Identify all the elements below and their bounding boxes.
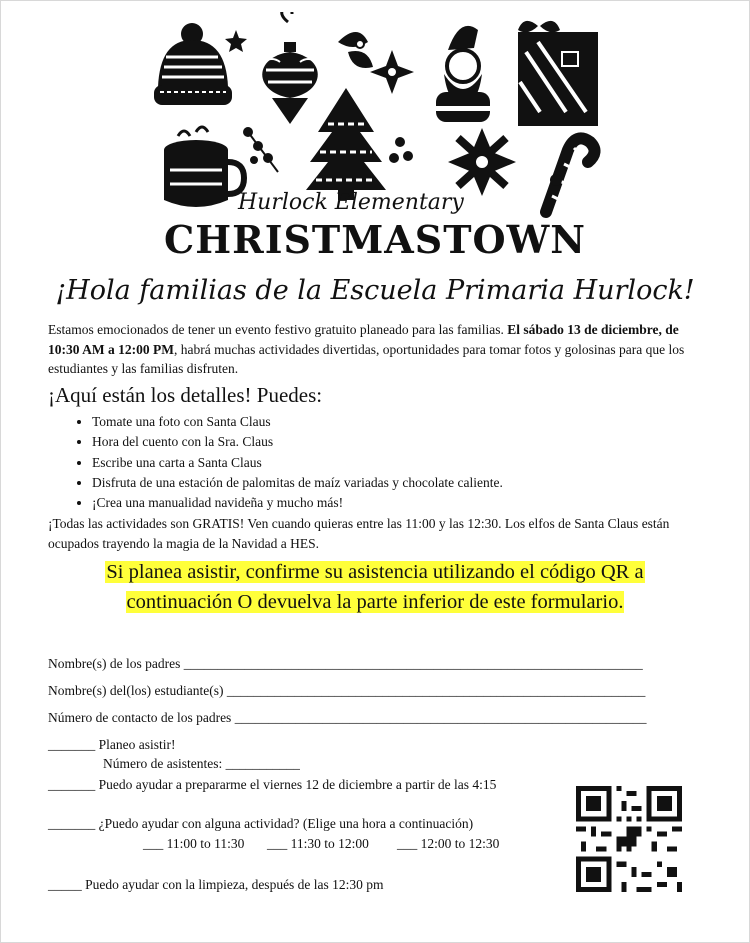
- candy-cane-icon: [546, 138, 595, 212]
- students-name-label: Nombre(s) del(los) estudiante(s): [48, 683, 224, 698]
- poinsettia-icon: [448, 128, 516, 196]
- time-slot-3[interactable]: ___ 12:00 to 12:30: [397, 836, 500, 851]
- time-slot-2[interactable]: ___ 11:30 to 12:00: [267, 836, 369, 851]
- list-item: • Hora del cuento con la Sra. Claus: [92, 432, 503, 452]
- attendees-count-field[interactable]: Número de asistentes: ___________: [103, 756, 300, 771]
- intro-text-end: , habrá muchas actividades divertidas, oportunidades para tomar fotos y golosinas para que los estudiantes y las familias disfruten.: [48, 341, 685, 376]
- gift-icon: [518, 21, 598, 126]
- berries-icon: [243, 127, 278, 172]
- greeting-heading: ¡Hola familias de la Escuela Primaria Hurlock!: [55, 275, 695, 306]
- intro-text: Estamos emocionados de tener un evento festivo gratuito planeado para las familias.: [48, 322, 508, 337]
- parents-name-field[interactable]: Nombre(s) de los padres ____________________________________________________________________: [48, 656, 643, 671]
- knit-hat-icon: [154, 23, 232, 105]
- students-name-field[interactable]: Nombre(s) del(los) estudiante(s) ______________________________________________________________: [48, 683, 646, 698]
- help-friday-checkbox[interactable]: _______ Puedo ayudar a prepararme el viernes 12 de diciembre a partir de las 4:15: [48, 777, 497, 792]
- ornament-icon: [262, 12, 318, 124]
- brand-title: CHRISTMASTOWN: [163, 217, 586, 262]
- free-note: ¡Todas las actividades son GRATIS! Ven cuando quieras entre las 11:00 y las 12:30. Los elfos de Santa Claus están ocupados trayendo la magia de la Navidad a HES.: [48, 516, 670, 551]
- parents-name-label: Nombre(s) de los padres: [48, 656, 181, 671]
- event-date: El sábado 13 de diciembre, de 10:30 AM a 12:00 PM: [48, 322, 679, 357]
- christmas-tree-icon: [306, 88, 386, 200]
- holiday-illustrations: [148, 12, 602, 220]
- time-slot-1[interactable]: ___ 11:00 to 11:30: [143, 836, 245, 851]
- contact-number-field[interactable]: Número de contacto de los padres _____________________________________________________________: [48, 710, 647, 725]
- rsvp-line-2: continuación O devuelva la parte inferior de este formulario.: [126, 591, 624, 613]
- brand-logo: [150, 218, 600, 262]
- rsvp-callout: [50, 557, 700, 617]
- contact-number-label: Número de contacto de los padres: [48, 710, 232, 725]
- cleanup-checkbox[interactable]: _____ Puedo ayudar con la limpieza, después de las 12:30 pm: [48, 877, 384, 892]
- star-icon: [225, 30, 247, 52]
- list-item: • ¡Crea una manualidad navideña y mucho más!: [92, 493, 503, 513]
- berries-icon: [389, 137, 413, 163]
- brand-script-text: Hurlock Elementary: [238, 190, 464, 215]
- list-item: • Tomate una foto con Santa Claus: [92, 412, 503, 432]
- poinsettia-icon: [370, 50, 414, 94]
- attend-checkbox[interactable]: _______ Planeo asistir!: [48, 737, 176, 752]
- intro-paragraph: [48, 320, 708, 379]
- rsvp-line-1: Si planea asistir, confirme su asistencia utilizando el código QR a: [106, 561, 644, 583]
- list-item: • Disfruta de una estación de palomitas de maíz variadas y chocolate caliente.: [92, 473, 503, 493]
- holly-icon: [338, 32, 373, 68]
- list-item: • Escribe una carta a Santa Claus: [92, 453, 503, 473]
- santa-icon: [436, 26, 490, 122]
- help-activity-checkbox[interactable]: _______ ¿Puedo ayudar con alguna actividad? (Elige una hora a continuación): [48, 816, 474, 831]
- details-heading: ¡Aquí están los detalles! Puedes:: [48, 383, 323, 407]
- qr-code-icon[interactable]: [576, 786, 682, 892]
- activities-list: [48, 412, 503, 513]
- cocoa-mug-icon: [164, 127, 244, 207]
